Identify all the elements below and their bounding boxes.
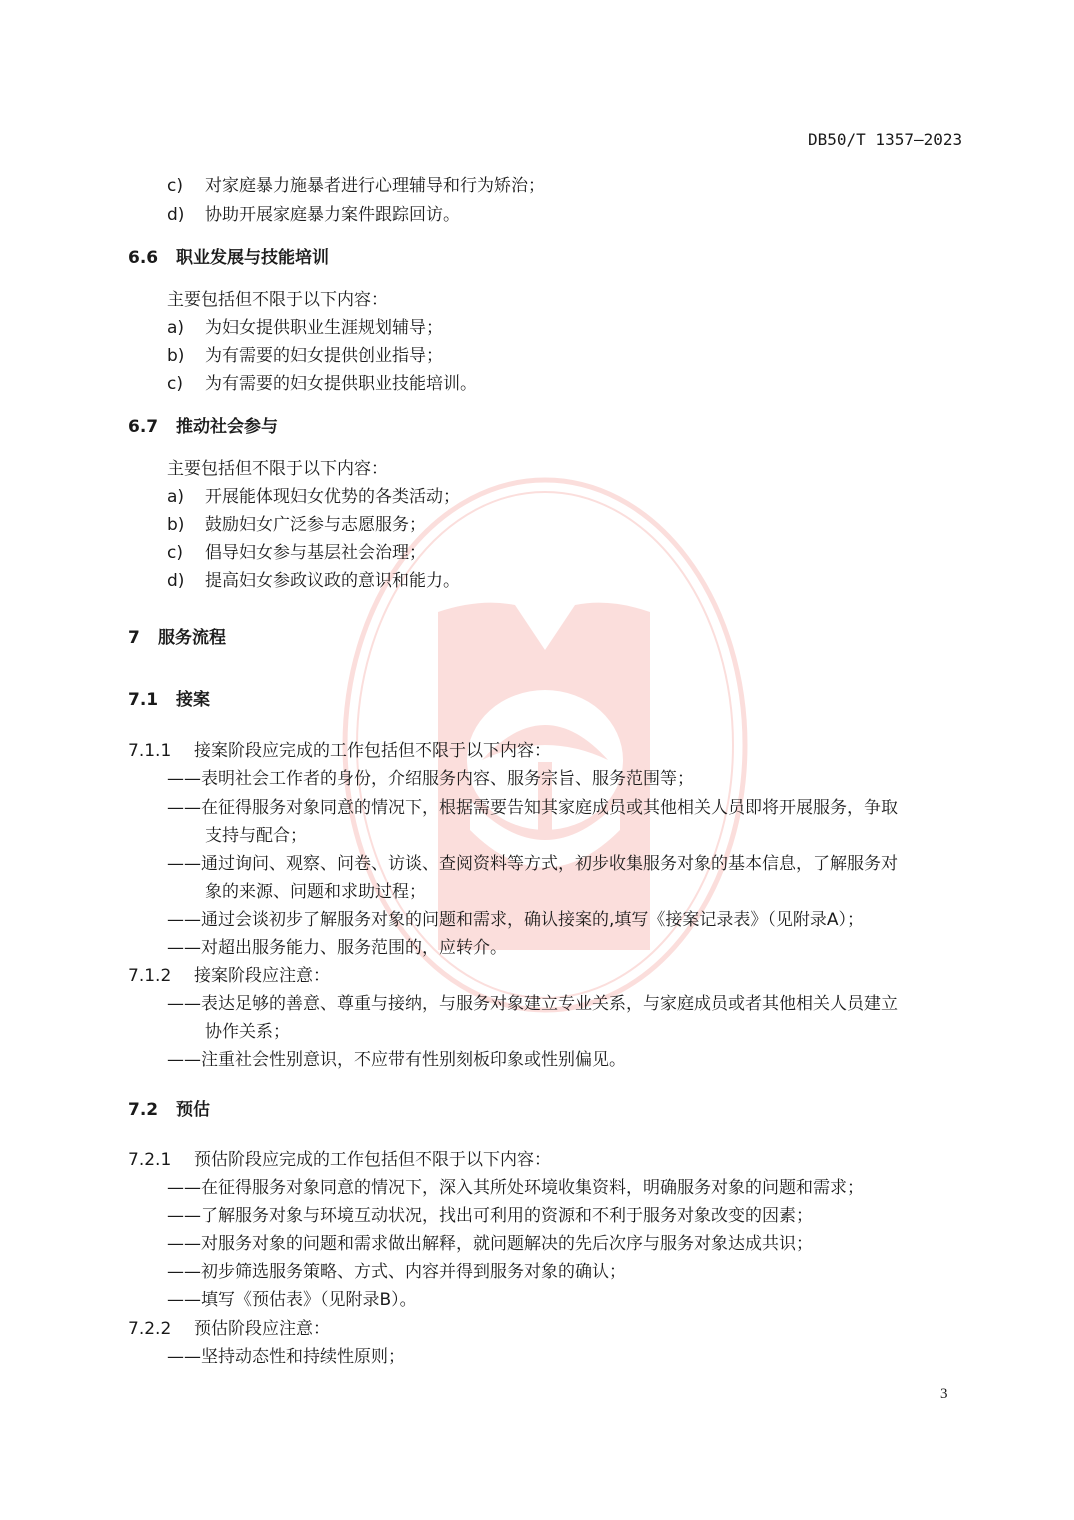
list-item bbox=[167, 541, 426, 565]
clause-number: 7.2.2 bbox=[128, 1319, 172, 1339]
dash-item-continuation: 支持与配合； bbox=[205, 826, 307, 846]
list-marker: b) bbox=[167, 346, 185, 366]
list-marker: a) bbox=[167, 487, 185, 507]
dash-item: ——注重社会性别意识，不应带有性别刻板印象或性别偏见。 bbox=[167, 1050, 626, 1070]
dash-item: ——坚持动态性和持续性原则； bbox=[167, 1347, 405, 1367]
dash-item: ——表达足够的善意、尊重与接纳，与服务对象建立专业关系，与家庭成员或者其他相关人员建立 bbox=[167, 994, 898, 1014]
dash-item: ——表明社会工作者的身份，介绍服务内容、服务宗旨、服务范围等； bbox=[167, 769, 694, 789]
list-item bbox=[167, 203, 460, 227]
dash-item: ——对超出服务能力、服务范围的，应转介。 bbox=[167, 938, 507, 958]
clause-text: 接案阶段应完成的工作包括但不限于以下内容： bbox=[194, 741, 551, 761]
list-text: 为妇女提供职业生涯规划辅导； bbox=[205, 318, 443, 338]
dash-item-continuation: 象的来源、问题和求助过程； bbox=[205, 882, 426, 902]
dash-item: ——通过询问、观察、问卷、访谈、查阅资料等方式，初步收集服务对象的基本信息，了解服务对 bbox=[167, 854, 898, 874]
list-item bbox=[167, 569, 460, 593]
dash-item-continuation: 协作关系； bbox=[205, 1022, 290, 1042]
standard-code: DB50/T 1357—2023 bbox=[808, 130, 963, 149]
section-title: 预估 bbox=[176, 1100, 210, 1120]
list-text: 鼓励妇女广泛参与志愿服务； bbox=[205, 515, 426, 535]
section-heading bbox=[128, 1098, 210, 1122]
chapter-heading bbox=[128, 626, 226, 650]
list-marker: c) bbox=[167, 374, 183, 394]
dash-item: ——在征得服务对象同意的情况下，根据需要告知其家庭成员或其他相关人员即将开展服务，争取 bbox=[167, 798, 898, 818]
clause-number: 7.2.1 bbox=[128, 1150, 172, 1170]
section-heading bbox=[128, 688, 210, 712]
list-marker: a) bbox=[167, 318, 185, 338]
clause bbox=[128, 1148, 551, 1172]
section-number: 6.7 bbox=[128, 417, 159, 437]
dash-item: ——填写《预估表》（见附录B）。 bbox=[167, 1290, 417, 1310]
dash-item: ——通过会谈初步了解服务对象的问题和需求，确认接案的,填写《接案记录表》（见附录A）； bbox=[167, 910, 865, 930]
list-text: 倡导妇女参与基层社会治理； bbox=[205, 543, 426, 563]
intro-text: 主要包括但不限于以下内容： bbox=[167, 459, 388, 479]
list-marker: c) bbox=[167, 543, 183, 563]
list-item bbox=[167, 513, 426, 537]
list-item bbox=[167, 485, 460, 509]
section-title: 职业发展与技能培训 bbox=[176, 248, 329, 268]
list-text: 协助开展家庭暴力案件跟踪回访。 bbox=[205, 205, 460, 225]
clause-text: 预估阶段应完成的工作包括但不限于以下内容： bbox=[194, 1150, 551, 1170]
list-text: 为有需要的妇女提供创业指导； bbox=[205, 346, 443, 366]
list-text: 对家庭暴力施暴者进行心理辅导和行为矫治； bbox=[205, 176, 545, 196]
intro-text: 主要包括但不限于以下内容： bbox=[167, 290, 388, 310]
section-number: 7.1 bbox=[128, 690, 159, 710]
dash-item: ——初步筛选服务策略、方式、内容并得到服务对象的确认； bbox=[167, 1262, 626, 1282]
list-text: 开展能体现妇女优势的各类活动； bbox=[205, 487, 460, 507]
section-number: 7.2 bbox=[128, 1100, 159, 1120]
clause bbox=[128, 739, 551, 763]
section-title: 推动社会参与 bbox=[176, 417, 278, 437]
clause-text: 接案阶段应注意： bbox=[194, 966, 330, 986]
page-number: 3 bbox=[940, 1386, 948, 1402]
list-marker: c) bbox=[167, 176, 183, 196]
dash-item: ——在征得服务对象同意的情况下，深入其所处环境收集资料，明确服务对象的问题和需求； bbox=[167, 1178, 864, 1198]
chapter-number: 7 bbox=[128, 628, 140, 648]
list-text: 提高妇女参政议政的意识和能力。 bbox=[205, 571, 460, 591]
clause bbox=[128, 964, 330, 988]
clause-text: 预估阶段应注意： bbox=[194, 1319, 330, 1339]
list-item bbox=[167, 344, 443, 368]
clause-number: 7.1.2 bbox=[128, 966, 172, 986]
list-marker: d) bbox=[167, 571, 185, 591]
section-number: 6.6 bbox=[128, 248, 159, 268]
list-item bbox=[167, 316, 443, 340]
list-item bbox=[167, 372, 477, 396]
section-heading bbox=[128, 415, 278, 439]
chapter-title: 服务流程 bbox=[158, 628, 226, 648]
list-marker: d) bbox=[167, 205, 185, 225]
dash-item: ——了解服务对象与环境互动状况，找出可利用的资源和不利于服务对象改变的因素； bbox=[167, 1206, 813, 1226]
list-text: 为有需要的妇女提供职业技能培训。 bbox=[205, 374, 477, 394]
dash-item: ——对服务对象的问题和需求做出解释，就问题解决的先后次序与服务对象达成共识； bbox=[167, 1234, 813, 1254]
list-marker: b) bbox=[167, 515, 185, 535]
section-heading bbox=[128, 246, 329, 270]
list-item bbox=[167, 174, 545, 198]
clause bbox=[128, 1317, 330, 1341]
clause-number: 7.1.1 bbox=[128, 741, 172, 761]
section-title: 接案 bbox=[176, 690, 210, 710]
